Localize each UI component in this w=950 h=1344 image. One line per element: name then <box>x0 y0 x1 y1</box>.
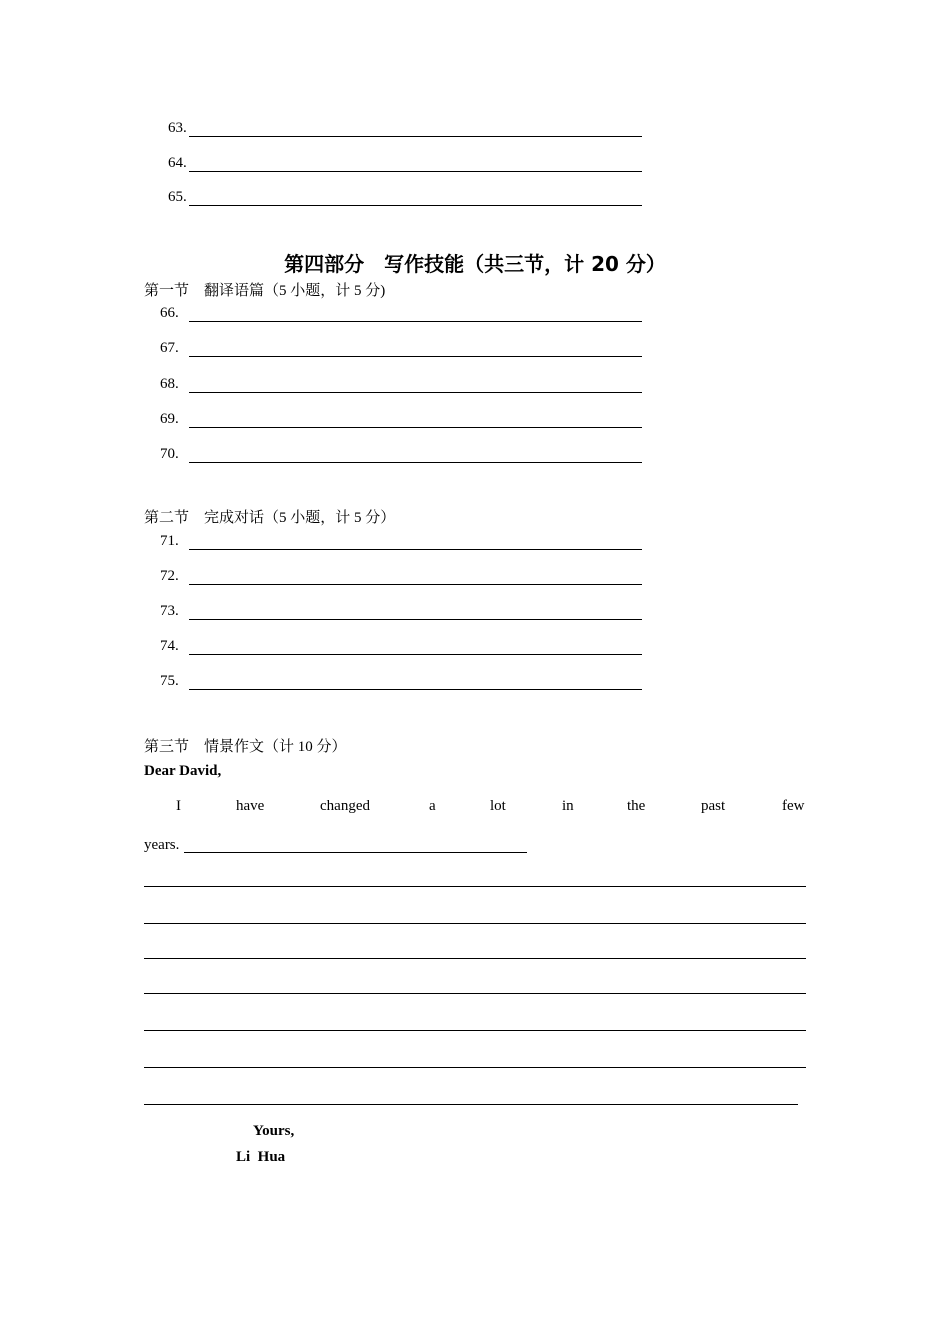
item-number: 70. <box>160 446 179 462</box>
answer-rule <box>189 392 642 393</box>
answer-rule <box>184 852 527 853</box>
letter-word: few <box>782 798 805 814</box>
item-number: 73. <box>160 603 179 619</box>
section3-heading: 第三节 情景作文（计 10 分） <box>144 739 347 755</box>
writing-line[interactable] <box>144 1067 806 1068</box>
answer-line-69[interactable] <box>160 410 650 430</box>
part4-title: 第四部分 写作技能（共三节，计 20 分） <box>284 252 666 276</box>
item-number: 65. <box>168 189 187 205</box>
letter-word: have <box>236 798 265 814</box>
answer-line-73[interactable] <box>160 602 650 622</box>
answer-line-72[interactable] <box>160 567 650 587</box>
item-number: 68. <box>160 376 179 392</box>
answer-line-67[interactable] <box>160 339 650 359</box>
answer-line-71[interactable] <box>160 532 650 552</box>
answer-rule <box>189 321 642 322</box>
letter-second-line[interactable] <box>144 836 544 856</box>
letter-word: past <box>701 798 726 814</box>
item-number: 71. <box>160 533 179 549</box>
letter-word: I <box>176 798 181 814</box>
letter-word: in <box>562 798 574 814</box>
section2-heading: 第二节 完成对话（5 小题，计 5 分） <box>144 510 396 526</box>
item-number: 64. <box>168 155 187 171</box>
letter-word: the <box>627 798 646 814</box>
answer-line-68[interactable] <box>160 375 650 395</box>
letter-word: lot <box>490 798 506 814</box>
letter-signature: Li Hua <box>236 1149 286 1165</box>
answer-rule <box>189 619 642 620</box>
letter-closing: Yours, <box>253 1123 295 1139</box>
writing-line[interactable] <box>144 993 806 994</box>
item-number: 75. <box>160 673 179 689</box>
letter-word: years. <box>144 837 180 853</box>
writing-line[interactable] <box>144 886 806 887</box>
answer-rule <box>189 171 642 172</box>
letter-first-line <box>144 798 814 818</box>
item-number: 67. <box>160 340 179 356</box>
answer-line-75[interactable] <box>160 672 650 692</box>
answer-rule <box>189 205 642 206</box>
answer-rule <box>189 462 642 463</box>
answer-line-66[interactable] <box>160 304 650 324</box>
writing-line[interactable] <box>144 923 806 924</box>
item-number: 66. <box>160 305 179 321</box>
writing-line[interactable] <box>144 1104 798 1105</box>
letter-word: changed <box>320 798 370 814</box>
item-number: 74. <box>160 638 179 654</box>
answer-line-64[interactable] <box>168 154 648 174</box>
writing-line[interactable] <box>144 958 806 959</box>
section1-heading: 第一节 翻译语篇（5 小题，计 5 分) <box>144 283 386 299</box>
answer-rule <box>189 427 642 428</box>
item-number: 63. <box>168 120 187 136</box>
answer-line-74[interactable] <box>160 637 650 657</box>
answer-rule <box>189 654 642 655</box>
answer-rule <box>189 584 642 585</box>
item-number: 69. <box>160 411 179 427</box>
letter-word: a <box>429 798 436 814</box>
answer-line-65[interactable] <box>168 188 648 208</box>
answer-rule <box>189 689 642 690</box>
answer-rule <box>189 549 642 550</box>
writing-line[interactable] <box>144 1030 806 1031</box>
answer-line-63[interactable] <box>168 119 648 139</box>
answer-rule <box>189 136 642 137</box>
answer-rule <box>189 356 642 357</box>
answer-line-70[interactable] <box>160 445 650 465</box>
letter-salutation: Dear David, <box>144 763 222 779</box>
item-number: 72. <box>160 568 179 584</box>
